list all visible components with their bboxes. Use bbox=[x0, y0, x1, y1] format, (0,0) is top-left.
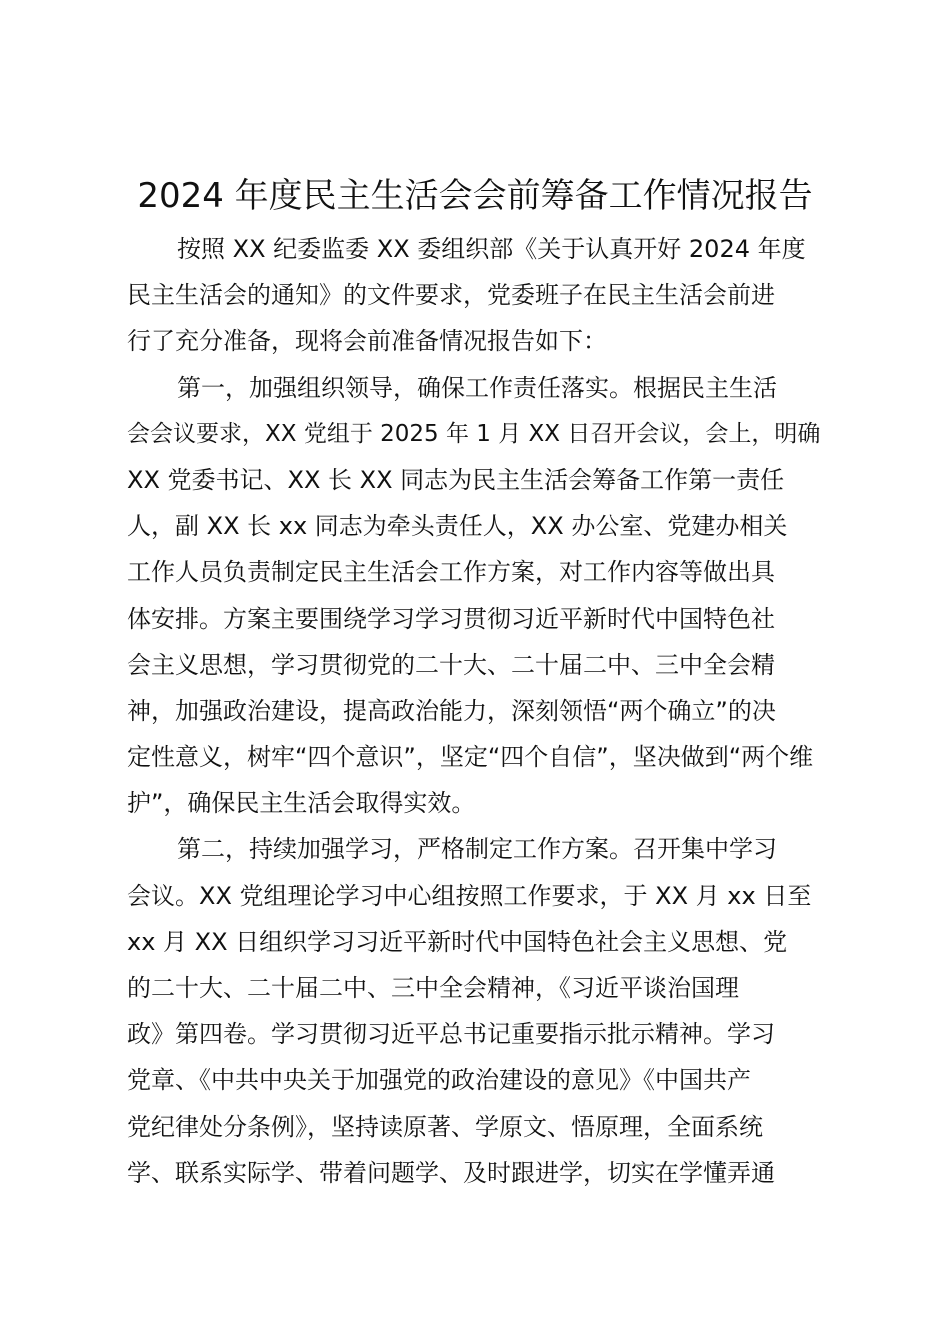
paragraph-line: 第一，加强组织领导，确保工作责任落实。根据民主生活 bbox=[177, 373, 777, 402]
paragraph-line: 工作人员负责制定民主生活会工作方案，对工作内容等做出具 bbox=[127, 558, 775, 587]
paragraph-line: 政》第四卷。学习贯彻习近平总书记重要指示批示精神。学习 bbox=[127, 1020, 775, 1049]
paragraph-line: 会会议要求，XX 党组于 2025 年 1 月 XX 日召开会议，会上，明确 bbox=[127, 420, 821, 447]
paragraph-line: 会议。XX 党组理论学习中心组按照工作要求，于 XX 月 xx 日至 bbox=[127, 881, 812, 910]
paragraph-line: 按照 XX 纪委监委 XX 委组织部《关于认真开好 2024 年度 bbox=[177, 235, 806, 263]
paragraph-line: xx 月 XX 日组织学习习近平新时代中国特色社会主义思想、党 bbox=[127, 927, 788, 956]
paragraph-line: 护”，确保民主生活会取得实效。 bbox=[127, 789, 476, 818]
paragraph-line: XX 党委书记、XX 长 XX 同志为民主生活会筹备工作第一责任 bbox=[127, 465, 785, 494]
paragraph-line: 体安排。方案主要围绕学习学习贯彻习近平新时代中国特色社 bbox=[127, 604, 775, 633]
paragraph-line: 第二，持续加强学习，严格制定工作方案。召开集中学习 bbox=[177, 835, 777, 864]
paragraph-line: 党纪律处分条例》，坚持读原著、学原文、悟原理，全面系统 bbox=[127, 1112, 763, 1141]
paragraph-line: 民主生活会的通知》的文件要求，党委班子在民主生活会前进 bbox=[127, 281, 775, 310]
document-body bbox=[127, 226, 827, 1196]
paragraph-line: 定性意义，树牢“四个意识”，坚定“四个自信”，坚决做到“两个维 bbox=[127, 743, 814, 772]
paragraph-line: 人，副 XX 长 xx 同志为牵头责任人，XX 办公室、党建办相关 bbox=[127, 512, 788, 541]
paragraph-line: 行了充分准备，现将会前准备情况报告如下： bbox=[127, 327, 607, 356]
paragraph-line: 党章、《中共中央关于加强党的政治建设的意见》《中国共产 bbox=[127, 1066, 751, 1095]
paragraph-line: 神，加强政治建设，提高政治能力，深刻领悟“两个确立”的决 bbox=[127, 696, 776, 725]
paragraph-line: 的二十大、二十届二中、三中全会精神，《习近平谈治国理 bbox=[127, 974, 739, 1002]
paragraph-line: 学、联系实际学、带着问题学、及时跟进学，切实在学懂弄通 bbox=[127, 1158, 775, 1187]
document-title: 2024 年度民主生活会会前筹备工作情况报告 bbox=[137, 176, 813, 216]
paragraph-line: 会主义思想，学习贯彻党的二十大、二十届二中、三中全会精 bbox=[127, 650, 775, 679]
